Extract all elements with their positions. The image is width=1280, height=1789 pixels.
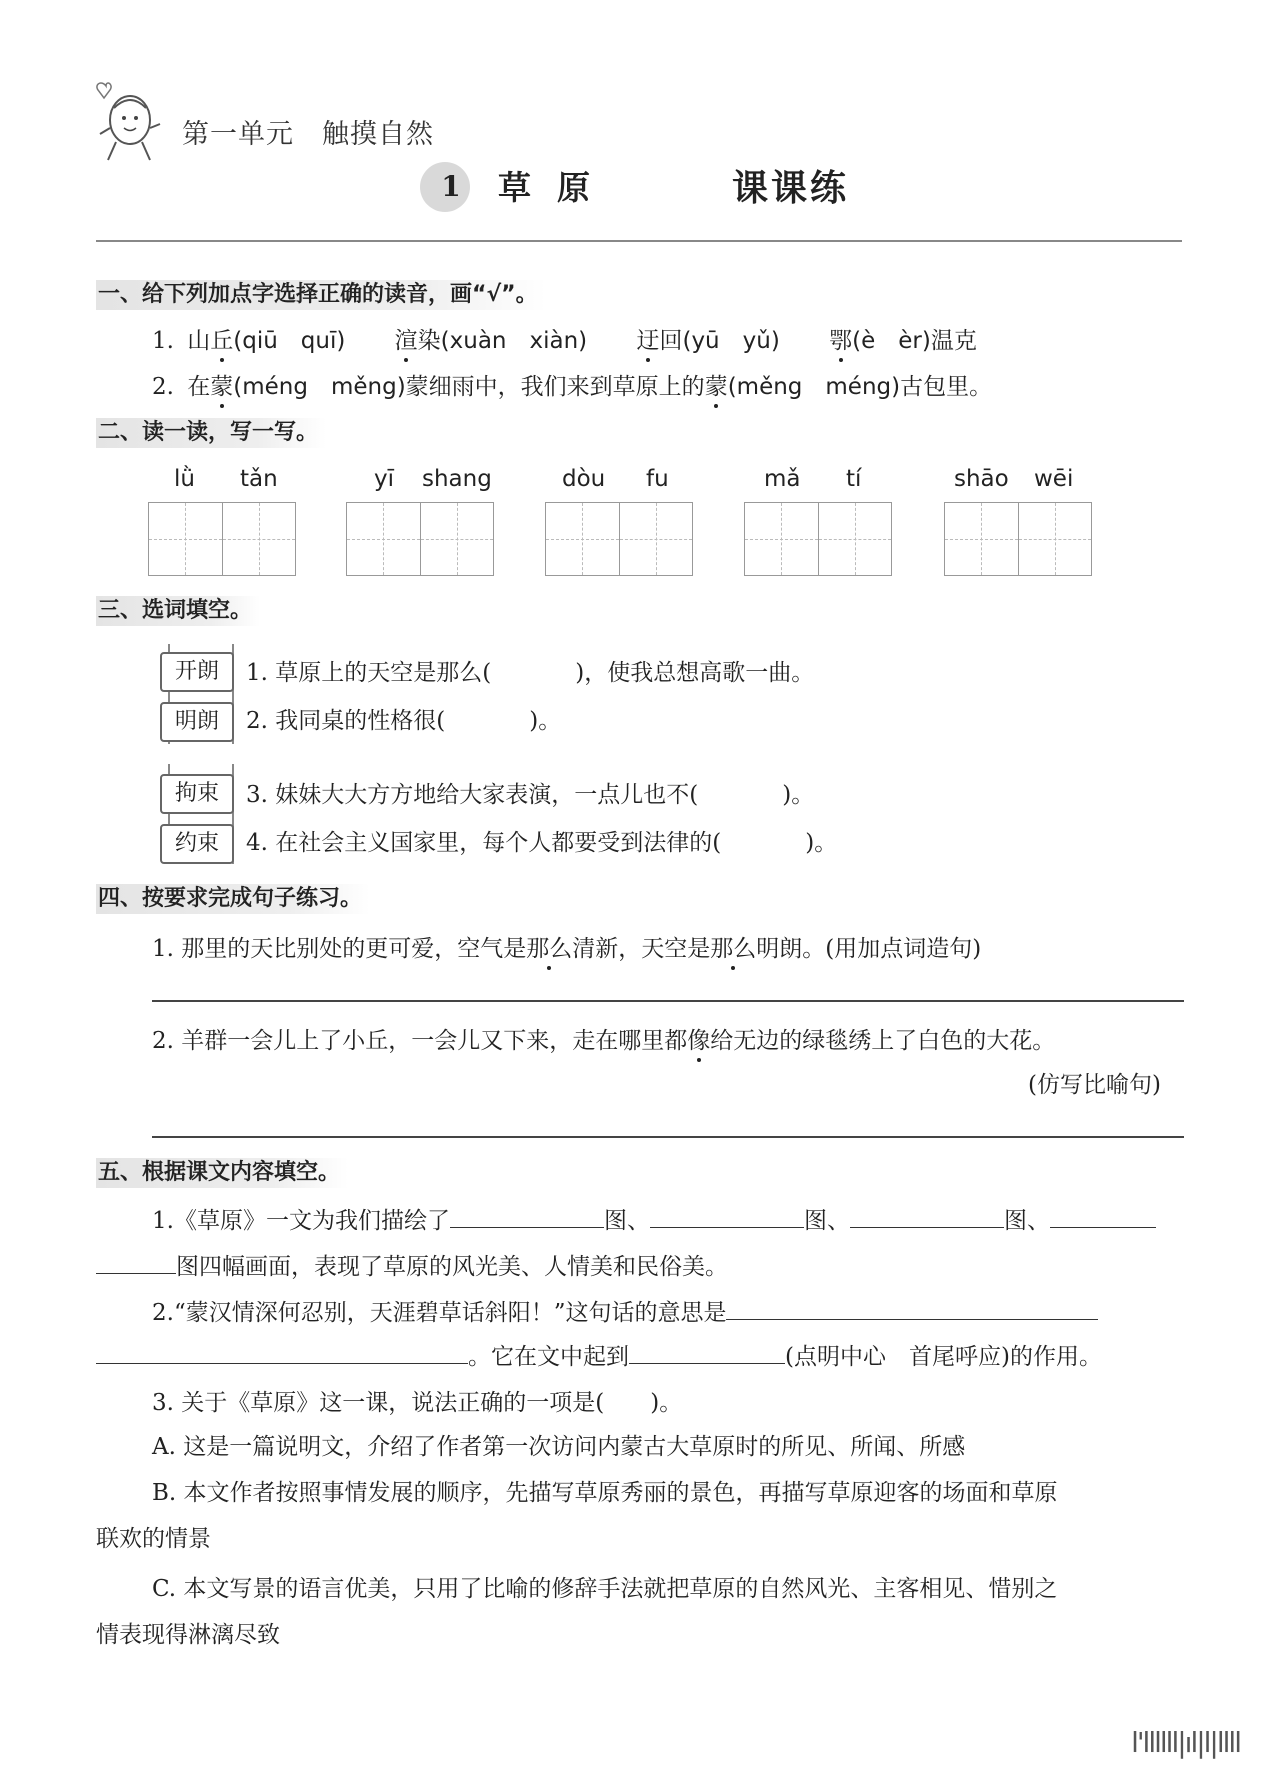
- section5-q1-line2: 图四幅画面，表现了草原的风光美、人情美和民俗美。: [96, 1248, 728, 1281]
- lesson-number-badge: 1: [420, 162, 470, 212]
- pinyin: mǎ: [764, 466, 801, 492]
- writing-grid[interactable]: [148, 502, 296, 576]
- writing-grid[interactable]: [545, 502, 693, 576]
- pinyin: tí: [846, 466, 862, 492]
- word-tag-kailang: 开朗: [160, 652, 234, 692]
- section3-heading: 三、选词填空。: [96, 596, 260, 626]
- section5-heading: 五、根据课文内容填空。: [96, 1158, 348, 1188]
- header-divider: [96, 240, 1182, 242]
- section5-q1-line1: 1.《草原》一文为我们描绘了 图、 图、 图、: [152, 1202, 1156, 1235]
- option-c-line2: 情表现得淋漓尽致: [96, 1622, 280, 1648]
- section5-q2-line1: 2.“蒙汉情深何忍别，天涯碧草话斜阳！”这句话的意思是: [152, 1294, 1098, 1327]
- section1-q1: 1. 山丘(qiū quī) 渲染(xuàn xiàn) 迂回(yū yǔ) 鄂(è èr)温克: [152, 328, 977, 354]
- section3-item: 1. 草原上的天空是那么( )，使我总想高歌一曲。: [246, 660, 815, 686]
- practice-title: 课课练: [732, 168, 850, 209]
- option-b-line1: B. 本文作者按照事情发展的顺序，先描写草原秀丽的景色，再描写草原迎客的场面和草原: [152, 1480, 1058, 1506]
- watermark: l'llllll|ıl|l|llll: [1131, 1726, 1240, 1759]
- word-tag-minglang: 明朗: [160, 702, 234, 742]
- unit-title: 第一单元 触摸自然: [182, 119, 434, 150]
- pinyin: yī: [374, 466, 395, 492]
- section4-heading: 四、按要求完成句子练习。: [96, 884, 370, 914]
- option-c-line1: C. 本文写景的语言优美，只用了比喻的修辞手法就把草原的自然风光、主客相见、惜别之: [152, 1576, 1058, 1602]
- section4-q1: 1. 那里的天比别处的更可爱，空气是那么清新，天空是那么明朗。(用加点词造句): [152, 936, 982, 962]
- writing-grid[interactable]: [346, 502, 494, 576]
- word-tag-yueshu: 约束: [160, 824, 234, 864]
- pinyin: shāo: [954, 466, 1009, 492]
- section2-heading: 二、读一读，写一写。: [96, 418, 326, 448]
- section3-item: 2. 我同桌的性格很( )。: [246, 708, 562, 734]
- option-b-line2: 联欢的情景: [96, 1526, 211, 1552]
- word-tag-jushu: 拘束: [160, 774, 234, 814]
- section1-heading: 一、给下列加点字选择正确的读音，画“√”。: [96, 280, 546, 310]
- section3-item: 4. 在社会主义国家里，每个人都要受到法律的( )。: [246, 830, 838, 856]
- writing-grid[interactable]: [744, 502, 892, 576]
- pinyin: wēi: [1034, 466, 1074, 492]
- answer-line[interactable]: [152, 1000, 1184, 1002]
- pinyin: shang: [422, 466, 492, 492]
- pinyin: dòu: [562, 466, 606, 492]
- section4-q2: 2. 羊群一会儿上了小丘，一会儿又下来，走在哪里都像给无边的绿毯绣上了白色的大花。: [152, 1028, 1056, 1054]
- section4-q2-note: (仿写比喻句): [1028, 1072, 1161, 1098]
- pinyin: fu: [646, 466, 669, 492]
- pinyin: tǎn: [240, 466, 278, 492]
- option-a: A. 这是一篇说明文，介绍了作者第一次访问内蒙古大草原时的所见、所闻、所感: [152, 1434, 966, 1460]
- pinyin: lǜ: [174, 466, 195, 492]
- mascot-illustration: [92, 78, 162, 170]
- section1-q2: 2. 在蒙(méng měng)蒙细雨中，我们来到草原上的蒙(měng méng)古包里。: [152, 374, 993, 400]
- section3-item: 3. 妹妹大大方方地给大家表演，一点儿也不( )。: [246, 782, 815, 808]
- answer-line[interactable]: [152, 1136, 1184, 1138]
- section5-q3: 3. 关于《草原》这一课，说法正确的一项是( )。: [152, 1390, 683, 1416]
- section5-q2-line2: 。它在文中起到 (点明中心 首尾呼应)的作用。: [96, 1338, 1102, 1371]
- writing-grid[interactable]: [944, 502, 1092, 576]
- lesson-title: 草原: [498, 168, 616, 207]
